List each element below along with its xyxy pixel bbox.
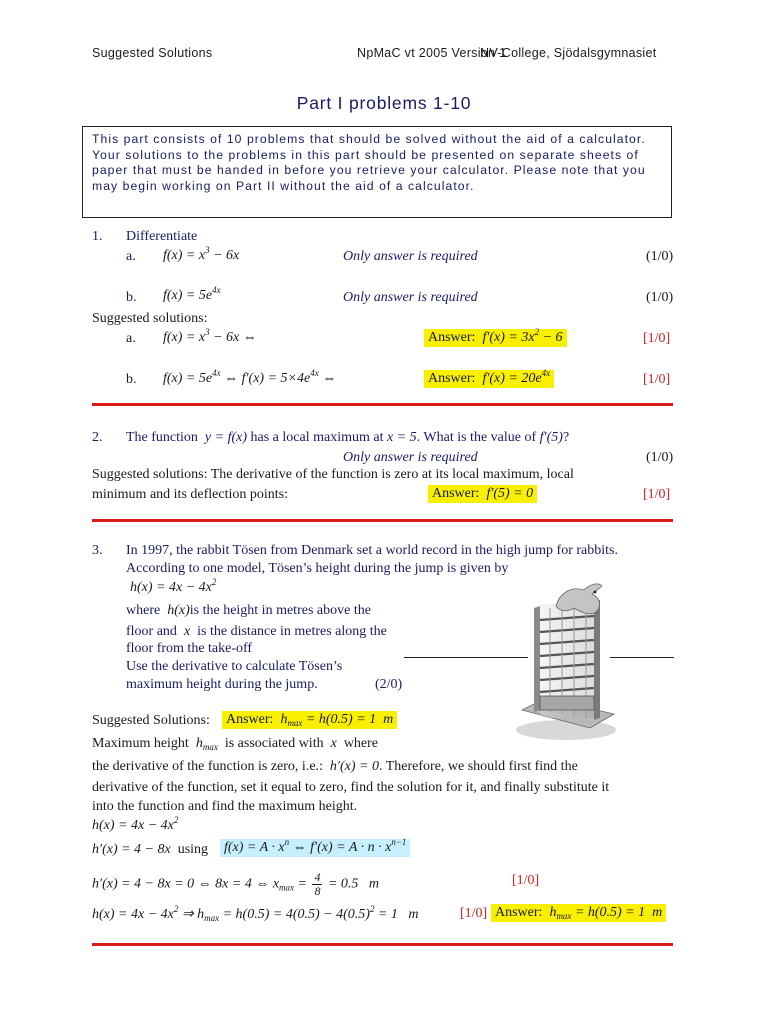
p3-answer-bottom: Answer: $h_{max} = h(0.5) = 1$ m bbox=[491, 904, 666, 922]
p3-use1: Use the derivative to calculate Tösen’s bbox=[126, 659, 343, 674]
divider-2 bbox=[92, 519, 673, 522]
page-title: Part I problems 1-10 bbox=[296, 93, 472, 113]
header-right: NV-College, Sjödalsgymnasiet bbox=[480, 46, 657, 60]
p3-score-1: [1/0] bbox=[512, 873, 540, 888]
p1-a-points: (1/0) bbox=[646, 249, 674, 264]
p1-b-label: b. bbox=[126, 290, 137, 305]
p2-number: 2. bbox=[92, 430, 103, 445]
p1-suggested: Suggested solutions: bbox=[92, 311, 208, 326]
p3-deriv-line1: the derivative of the function is zero, i.e.: h′(x) = 0. Therefore, we should first find the bbox=[92, 759, 578, 774]
p2-question: The function y = f(x) has a local maximum at x = 5. What is the value of f′(5)? bbox=[126, 430, 570, 445]
p3-suggested: Suggested Solutions: bbox=[92, 713, 210, 728]
p3-points: (2/0) bbox=[375, 677, 403, 692]
p2-points: (1/0) bbox=[646, 450, 674, 465]
p3-deriv-line3: into the function and find the maximum height. bbox=[92, 799, 358, 814]
p1-b-note: Only answer is required bbox=[343, 290, 478, 305]
p3-where: where h(x)is the height in metres above the bbox=[126, 603, 371, 618]
p1-b-function: $f(x) = 5e^{4x}$ bbox=[163, 285, 221, 303]
p1-b-points: (1/0) bbox=[646, 290, 674, 305]
p3-score-2: [1/0] bbox=[460, 906, 488, 921]
p1-a-note: Only answer is required bbox=[343, 249, 478, 264]
p3-eq-solve: h′(x) = 4 − 8x = 0 ⇔ 8x = 4 ⇔ $x_{max}$ = $\frac{4}{8}$ = 0.5 m bbox=[92, 870, 380, 898]
p1-a-label: a. bbox=[126, 249, 136, 264]
p1-sol-b-answer: Answer: $f'(x) = 20e^{4x}$ bbox=[424, 370, 554, 388]
header-center: NpMaC vt 2005 Version 1 bbox=[357, 46, 507, 60]
p2-solution-line1: Suggested solutions: The derivative of the function is zero at its local maximum, local bbox=[92, 467, 574, 482]
p3-deriv-line2: derivative of the function, set it equal to zero, find the solution for it, and finally substitute it bbox=[92, 780, 610, 795]
p3-using: using bbox=[177, 842, 209, 857]
p1-a-function: $f(x) = x^3 - 6x$ bbox=[163, 245, 240, 263]
divider-1 bbox=[92, 403, 673, 406]
p2-note: Only answer is required bbox=[343, 450, 478, 465]
p3-eq-hmax: $h(x) = 4x - 4x^2$ ⇒ $h_{max} = h(0.5) = 4(0.5) - 4(0.5)^2 = 1$ m bbox=[92, 904, 419, 923]
p3-eq-hprime: h′(x) = 4 − 8x using bbox=[92, 842, 209, 857]
p1-number: 1. bbox=[92, 229, 103, 244]
p3-floor3: floor from the take-off bbox=[126, 641, 253, 656]
divider-3 bbox=[92, 943, 673, 946]
p3-answer-top: Answer: $h_{max} = h(0.5) = 1$ m bbox=[222, 711, 397, 729]
p3-power-rule: $f(x) = A \cdot x^n$ ⇔ $f'(x) = A \cdot n \cdot x^{n-1}$ bbox=[220, 839, 410, 857]
rabbit-hurdle-illustration bbox=[510, 578, 620, 742]
p1-sol-b-score: [1/0] bbox=[643, 372, 671, 387]
p2-solution-line2: minimum and its deflection points: bbox=[92, 487, 288, 502]
p3-max-height: Maximum height $h_{max}$ is associated with x where bbox=[92, 736, 379, 752]
intro-box: This part consists of 10 problems that should be solved without the aid of a calculator. Your solutions to the problems in this part should be presented on separate sheets of paper that must be handed in before you retrieve your calculator. Please note that you may begin working on Part II without the aid of a calculator. bbox=[82, 126, 672, 218]
p1-sol-b-expr: $f(x) = 5e^{4x}$ ⇔ $f'(x) = 5\times 4e^{4x}$ ⇔ bbox=[163, 368, 337, 386]
p1-sol-a-label: a. bbox=[126, 331, 136, 346]
header-left: Suggested Solutions bbox=[92, 46, 213, 60]
p1-sol-a-expr: $f(x) = x^3 - 6x$ ⇔ bbox=[163, 327, 257, 345]
p3-line1: In 1997, the rabbit Tösen from Denmark set a world record in the high jump for rabbits. bbox=[126, 543, 618, 558]
p2-score: [1/0] bbox=[643, 487, 671, 502]
p2-answer: Answer: f′(5) = 0 bbox=[428, 485, 537, 503]
p1-sol-a-score: [1/0] bbox=[643, 331, 671, 346]
p1-sol-a-answer: Answer: $f'(x) = 3x^2 - 6$ bbox=[424, 329, 567, 347]
p3-number: 3. bbox=[92, 543, 103, 558]
p3-use2: maximum height during the jump. bbox=[126, 677, 318, 692]
p1-title: Differentiate bbox=[126, 229, 198, 244]
p3-floor: floor and x is the distance in metres along the bbox=[126, 624, 387, 639]
p1-sol-b-label: b. bbox=[126, 372, 137, 387]
p3-model: $h(x) = 4x - 4x^2$ bbox=[130, 577, 217, 595]
p3-eq-h: $h(x) = 4x - 4x^2$ bbox=[92, 815, 179, 833]
p3-line2: According to one model, Tösen’s height during the jump is given by bbox=[126, 561, 509, 576]
